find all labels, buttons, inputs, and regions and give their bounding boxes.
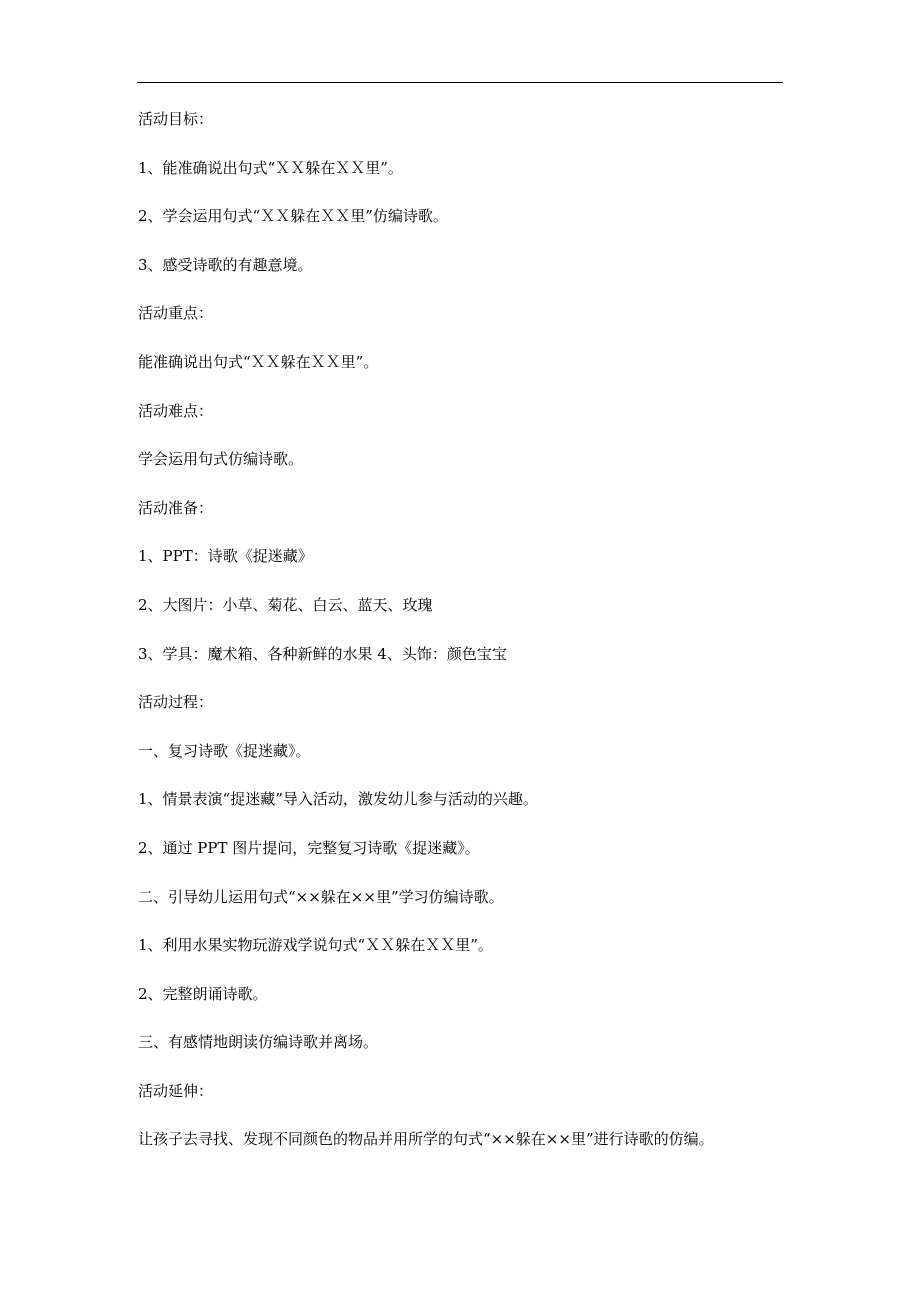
key-point-text: 能准确说出句式“ＸＸ躲在ＸＸ里”。 <box>138 352 379 371</box>
process-step-1-item-2: 2、通过 PPT 图片提问，完整复习诗歌《捉迷藏》。 <box>138 838 480 857</box>
process-step-2: 二、引导幼儿运用句式“××躲在××里”学习仿编诗歌。 <box>138 887 504 906</box>
section-heading-key-point: 活动重点： <box>138 304 214 323</box>
preparation-item-3: 3、学具：魔术箱、各种新鲜的水果 4、头饰：颜色宝宝 <box>138 644 507 663</box>
process-step-2-item-1: 1、利用水果实物玩游戏学说句式“ＸＸ躲在ＸＸ里”。 <box>138 936 493 955</box>
preparation-item-2: 2、大图片：小草、菊花、白云、蓝天、玫瑰 <box>138 595 433 614</box>
process-step-1-item-1: 1、情景表演“捉迷藏”导入活动，激发幼儿参与活动的兴趣。 <box>138 790 538 809</box>
process-step-2-item-2: 2、完整朗诵诗歌。 <box>138 984 268 1003</box>
header-rule <box>137 82 783 83</box>
extension-text: 让孩子去寻找、发现不同颜色的物品并用所学的句式“××躲在××里”进行诗歌的仿编。 <box>138 1130 714 1149</box>
section-heading-goals: 活动目标： <box>138 110 214 128</box>
section-heading-process: 活动过程： <box>138 693 214 712</box>
process-step-3: 三、有感情地朗读仿编诗歌并离场。 <box>138 1033 379 1052</box>
section-heading-extension: 活动延伸： <box>138 1081 214 1100</box>
section-heading-difficulty: 活动难点： <box>138 401 214 420</box>
difficulty-text: 学会运用句式仿编诗歌。 <box>138 450 304 469</box>
goal-item-1: 1、能准确说出句式“ＸＸ躲在ＸＸ里”。 <box>138 158 403 177</box>
process-step-1: 一、复习诗歌《捉迷藏》。 <box>138 741 311 760</box>
document-body <box>138 108 798 1177</box>
section-heading-preparation: 活动准备： <box>138 498 214 517</box>
preparation-item-1: 1、PPT：诗歌《捉迷藏》 <box>138 547 313 566</box>
goal-item-2: 2、学会运用句式“ＸＸ躲在ＸＸ里”仿编诗歌。 <box>138 207 448 226</box>
goal-item-3: 3、感受诗歌的有趣意境。 <box>138 255 313 274</box>
